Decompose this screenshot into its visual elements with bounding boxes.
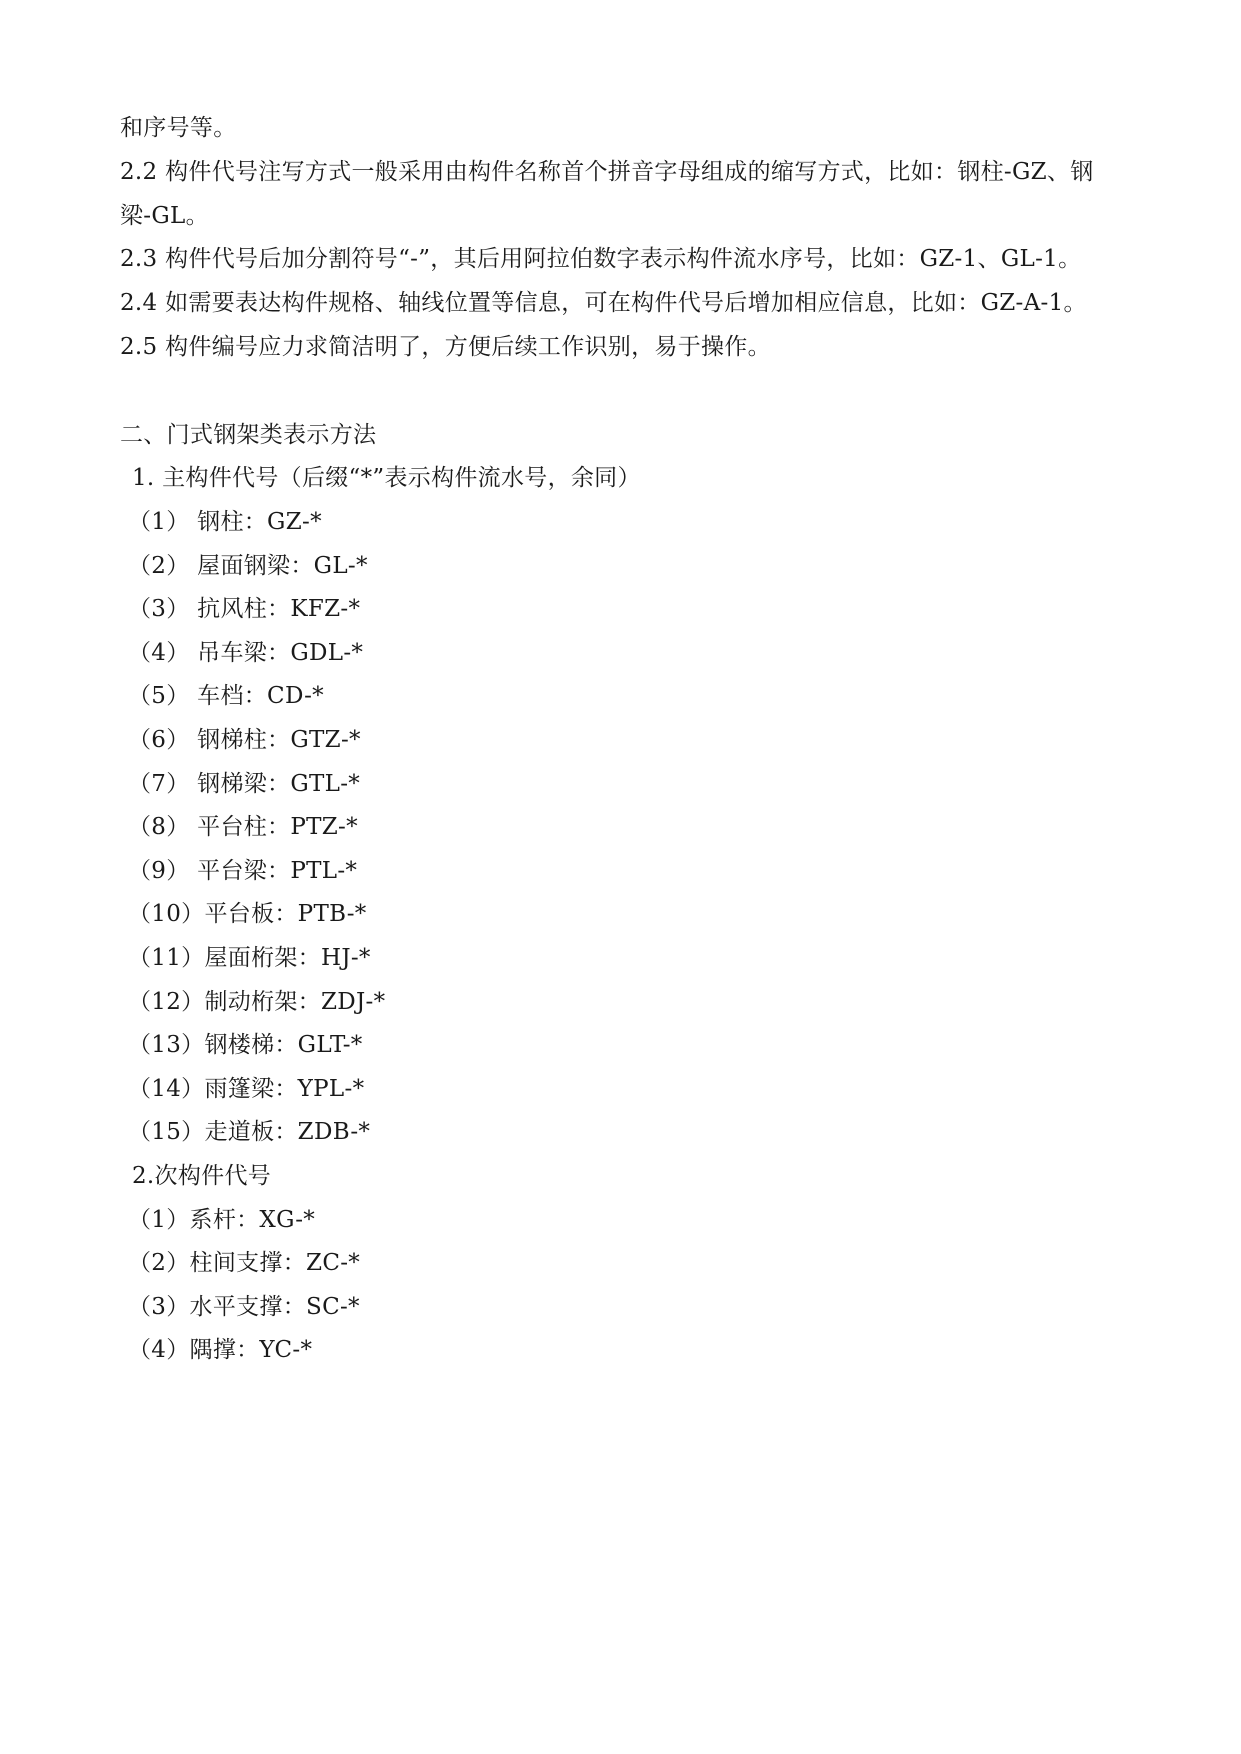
- list-item: （10）平台板：PTB-*: [128, 901, 367, 927]
- list-item: （9） 平台梁：PTL-*: [128, 858, 358, 884]
- list-item: （8） 平台柱：PTZ-*: [128, 814, 358, 840]
- paragraph-2-2-continued: 梁-GL。: [120, 203, 209, 229]
- list-item: （4） 吊车梁：GDL-*: [128, 640, 364, 666]
- list-item: （12）制动桁架：ZDJ-*: [128, 989, 386, 1015]
- list-item: （15）走道板：ZDB-*: [128, 1119, 371, 1145]
- paragraph-2-3: 2.3 构件代号后加分割符号“-”，其后用阿拉伯数字表示构件流水序号，比如：GZ-1、GL-1。: [120, 246, 1082, 272]
- list-item: （3）水平支撑：SC-*: [128, 1294, 360, 1320]
- list-item: （1）系杆：XG-*: [128, 1207, 316, 1233]
- paragraph-2-4: 2.4 如需要表达构件规格、轴线位置等信息，可在构件代号后增加相应信息，比如：GZ-A-1。: [120, 290, 1087, 316]
- paragraph-2-5: 2.5 构件编号应力求简洁明了，方便后续工作识别，易于操作。: [120, 334, 771, 360]
- list-item: （13）钢楼梯：GLT-*: [128, 1032, 363, 1058]
- list-item: （2）柱间支撑：ZC-*: [128, 1250, 361, 1276]
- list-item: （11）屋面桁架：HJ-*: [128, 945, 371, 971]
- list-item: （6） 钢梯柱：GTZ-*: [128, 727, 361, 753]
- list-item: （14）雨篷梁：YPL-*: [128, 1076, 365, 1102]
- secondary-members-heading: 2.次构件代号: [132, 1163, 272, 1189]
- paragraph-tail: 和序号等。: [120, 115, 237, 141]
- list-item: （3） 抗风柱：KFZ-*: [128, 596, 361, 622]
- main-members-heading: 1. 主构件代号（后缀“*”表示构件流水号，余同）: [132, 465, 641, 491]
- list-item: （7） 钢梯梁：GTL-*: [128, 771, 361, 797]
- list-item: （4）隅撑：YC-*: [128, 1337, 313, 1363]
- paragraph-2-2: 2.2 构件代号注写方式一般采用由构件名称首个拼音字母组成的缩写方式，比如：钢柱-GZ、钢: [120, 159, 1094, 185]
- list-item: （1） 钢柱：GZ-*: [128, 509, 322, 535]
- list-item: （5） 车档：CD-*: [128, 683, 324, 709]
- list-item: （2） 屋面钢梁：GL-*: [128, 553, 368, 579]
- section-heading: 二、门式钢架类表示方法: [120, 422, 377, 448]
